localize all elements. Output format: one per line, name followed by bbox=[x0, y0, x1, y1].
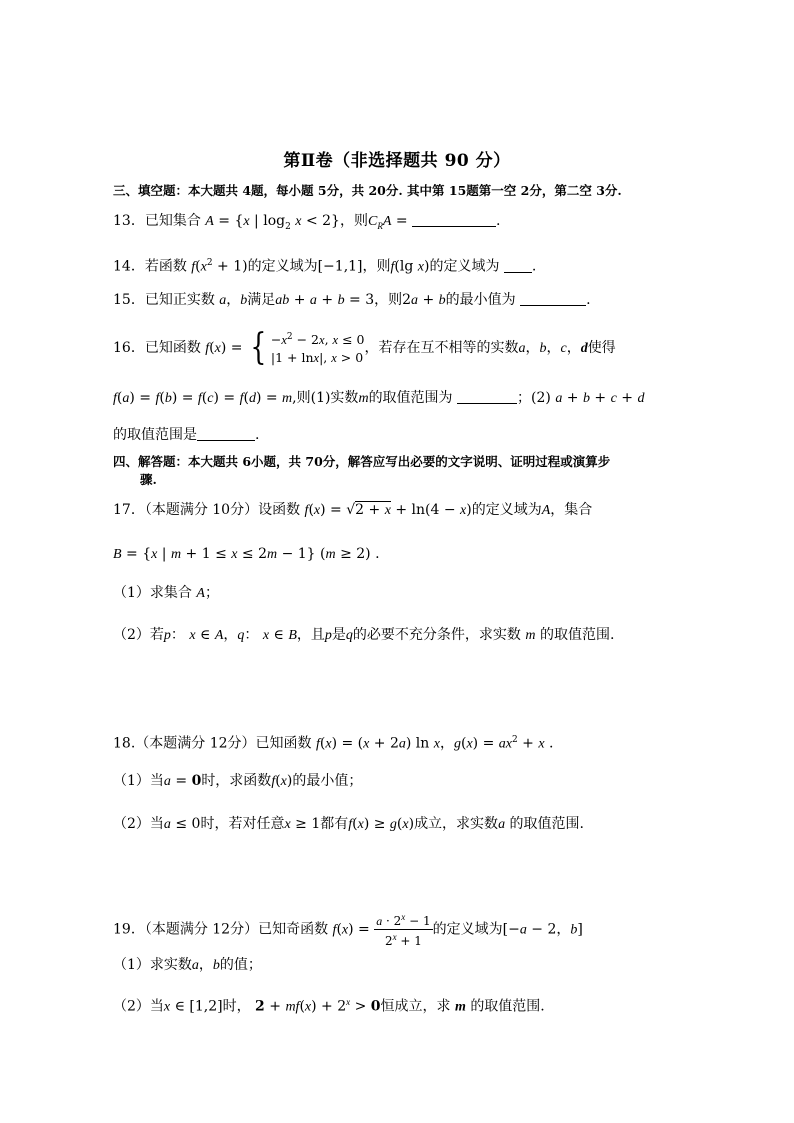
question-19-part2: （2）当x ∈ [1,2]时， $2 + mf(x) + 2^x > 0$恒成立，求 m 的取值范围. bbox=[113, 997, 545, 1015]
question-16-cont: f(a) = f(b) = f(c) = f(d) = m,则(1)实数m的取值范围为 ；(2) a + b + c + d bbox=[113, 390, 645, 406]
question-17-part2: （2）若p： x ∈ A，q： x ∈ B，且p是q的必要不充分条件，求实数 m 的取值范围. bbox=[113, 627, 615, 643]
question-17: 17．（本题满分 10分）设函数 f(x) = √2 + x + ln(4 − x)的定义域为A，集合 bbox=[113, 502, 593, 518]
question-16: 16．已知函数 f(x) = { $-x^2 - 2x$, x ≤ 0 |1 + lnx|, x > 0 ，若存在互不相等的实数a，b，c，d使得 bbox=[113, 327, 616, 368]
page-title: 第Ⅱ卷（非选择题共 90 分） bbox=[283, 151, 511, 171]
question-17-part1: （1）求集合 A； bbox=[113, 585, 219, 601]
question-17-setB: B = {x | m + 1 ≤ x ≤ 2m − 1} (m ≥ 2) . bbox=[113, 546, 380, 562]
question-18-part1: （1）当a = 0时，求函数f(x)的最小值； bbox=[113, 773, 363, 789]
section-solve-header-cont: 骤. bbox=[140, 472, 157, 487]
answer-blank bbox=[412, 212, 496, 227]
question-19-part1: （1）求实数a，b的值； bbox=[113, 957, 262, 973]
question-15: 15．已知正实数 a，b满足ab + a + b = 3，则2a + b的最小值为 . bbox=[113, 292, 591, 308]
section-solve-header: 四、解答题：本大题共 6小题，共 70分，解答应写出必要的文字说明、证明过程或演算步 bbox=[113, 454, 611, 469]
question-16-end: 的取值范围是 . bbox=[113, 427, 260, 443]
question-19: 19．（本题满分 12分）已知奇函数 f(x) = $\frac{a \cdot 2^x - 1}{2^x + 1}$ 的定义域为[−a − 2，b] bbox=[113, 912, 583, 948]
section-fill-in-header: 三、填空题：本大题共 4题，每小题 5分，共 20分. 其中第 15题第一空 2分，第二空 3分. bbox=[113, 183, 622, 198]
question-13: 13．已知集合 A = {x | $\log_2 x < 2$}，则$C_RA$ = . bbox=[113, 213, 501, 232]
answer-blank bbox=[197, 426, 255, 441]
question-18: 18.（本题满分 12分）已知函数 f(x) = (x + 2a) ln x，$g(x) = ax^2 + x$ . bbox=[113, 735, 554, 752]
answer-blank bbox=[457, 389, 517, 404]
question-14: 14．若函数 $f(x^2 + 1)$的定义域为[−1,1]，则f(lg x)的定义域为 . bbox=[113, 258, 537, 275]
question-18-part2: （2）当a ≤ 0时，若对任意x ≥ 1都有f(x) ≥ g(x)成立，求实数a 的取值范围. bbox=[113, 816, 584, 832]
answer-blank bbox=[520, 291, 586, 306]
answer-blank bbox=[504, 258, 532, 273]
